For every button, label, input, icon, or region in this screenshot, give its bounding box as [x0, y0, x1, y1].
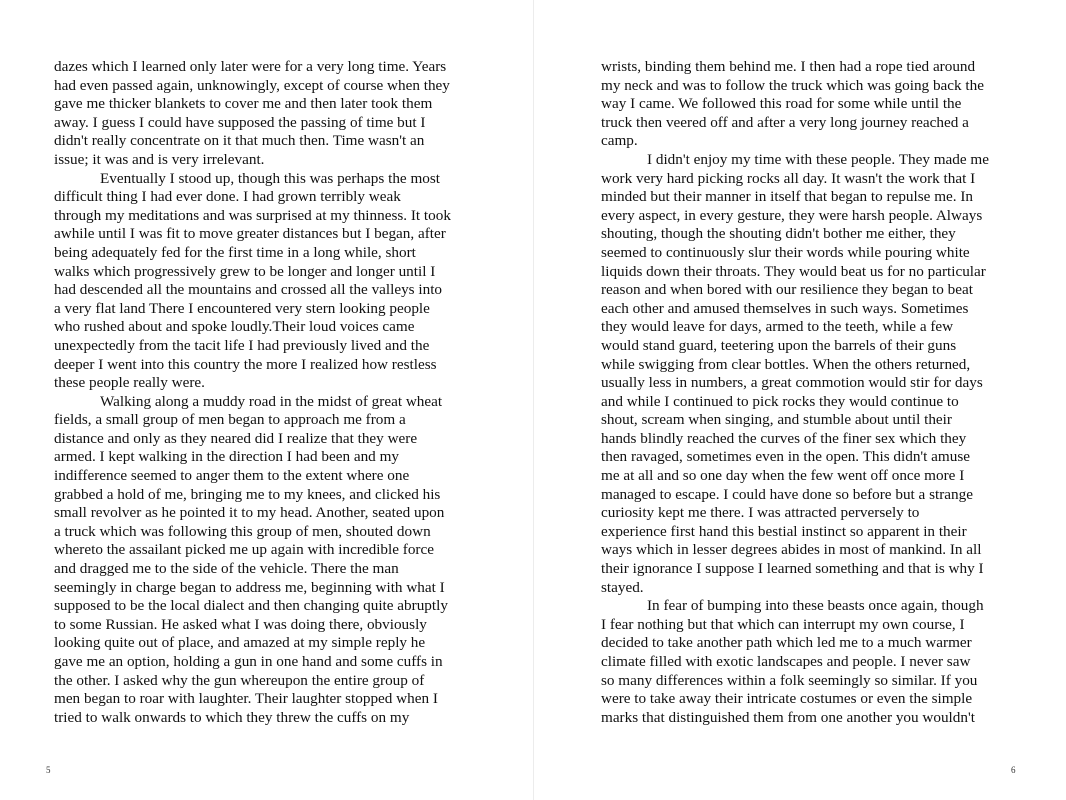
right-page [534, 0, 1066, 800]
text-line: had even passed again, unknowingly, except of course when they [54, 76, 450, 94]
text-line: who rushed about and spoke loudly.Their loud voices came [54, 318, 415, 336]
text-line: I fear nothing but that which can interrupt my own course, I [601, 615, 965, 633]
text-line: gave me thicker blankets to cover me and then later took them [54, 95, 433, 113]
text-line: away. I guess I could have supposed the passing of time but I [54, 113, 426, 131]
text-line: experience first hand this bestial instinct so apparent in their [601, 522, 967, 540]
text-line: being adequately fed for the first time in a long while, short [54, 243, 416, 261]
text-line: were to take away their intricate costumes or even the simple [601, 690, 973, 708]
text-line: marks that distinguished them from one another you wouldn't [601, 708, 975, 726]
right-page-number: 6 [1011, 765, 1016, 775]
text-line: difficult thing I had ever done. I had grown terribly weak [54, 188, 401, 206]
text-line: they would leave for days, armed to the teeth, while a few [601, 318, 954, 336]
text-line: climate filled with exotic landscapes and people. I never saw [601, 653, 971, 670]
left-page-number: 5 [46, 765, 51, 775]
text-line: reason and when bored with our resilience they began to beat [601, 281, 973, 299]
text-line: truck then veered off and after a very long journey reached a [601, 113, 969, 131]
text-line: whereto the assailant picked me up again with incredible force [54, 541, 434, 559]
text-line: shout, scream when singing, and stumble about until their [601, 411, 952, 429]
text-line: Eventually I stood up, though this was perhaps the most [100, 169, 440, 187]
text-line: camp. [601, 132, 638, 150]
text-line: awhile until I was fit to move greater distances but I began, after [54, 225, 446, 243]
text-line: In fear of bumping into these beasts once again, though [647, 597, 984, 615]
text-line: tried to walk onwards to which they threw the cuffs on my [54, 708, 410, 726]
text-line: and while I continued to pick rocks they would continue to [601, 392, 959, 410]
text-line: walks which progressively grew to be longer and longer until I [54, 262, 436, 280]
text-line: didn't really concentrate on it that much then. Time wasn't an [54, 132, 425, 150]
text-line: managed to escape. I could have done so before but a strange [601, 485, 973, 503]
text-line: decided to take another path which led me to a much warmer [601, 634, 972, 652]
text-line: the other. I asked why the gun whereupon the entire group of [54, 671, 425, 689]
text-line: men began to roar with laughter. Their laughter stopped when I [54, 690, 438, 708]
text-line: hands blindly reached the curves of the finer sex which they [601, 429, 967, 447]
text-line: minded but their manner in itself that began to repulse me. In [601, 188, 973, 206]
text-line: Walking along a muddy road in the midst of great wheat [100, 392, 443, 410]
text-line: deeper I went into this country the more I realized how restless [54, 355, 437, 373]
left-page-text [54, 58, 478, 727]
text-line: work very hard picking rocks all day. It wasn't the work that I [601, 169, 976, 187]
text-line: gave me an option, holding a gun in one hand and some cuffs in [54, 653, 443, 670]
text-line: my neck and was to follow the truck which was going back the [601, 76, 984, 94]
text-line: shouting, though the shouting didn't bother me either, they [601, 225, 956, 243]
text-line: ways which in lesser degrees abides in most of mankind. In all [601, 541, 982, 559]
text-line: a truck which was following this group of men, shouted down [54, 522, 431, 540]
text-line: would stand guard, teetering upon the barrels of their guns [601, 336, 957, 354]
text-line: then ravaged, sometimes even in the open. This didn't amuse [601, 448, 970, 466]
text-line: fields, a small group of men began to approach me from a [54, 411, 406, 429]
text-line: way I came. We followed this road for some while until the [601, 95, 962, 113]
text-line: dazes which I learned only later were for a very long time. Years [54, 58, 447, 75]
text-line: unexpectedly from the tacit life I had previously lived and the [54, 336, 430, 354]
text-line: a very flat land There I encountered very stern looking people [54, 299, 430, 317]
text-line: small revolver as he pointed it to my head. Another, seated upon [54, 504, 445, 522]
text-line: liquids down their throats. They would beat us for no particular [601, 262, 986, 280]
text-line: had descended all the mountains and crossed all the valleys into [54, 281, 443, 299]
text-line: every aspect, in every gesture, they were harsh people. Always [601, 206, 983, 224]
text-line: through my meditations and was surprised at my thinness. It took [54, 206, 451, 224]
text-line: stayed. [601, 578, 644, 596]
right-page-text [601, 58, 1013, 727]
text-line: looking quite out of place, and amazed at my simple reply he [54, 634, 426, 652]
text-line: curiosity kept me there. I was attracted perversely to [601, 504, 920, 522]
text-line: grabbed a hold of me, bringing me to my knees, and clicked his [54, 485, 441, 503]
text-line: these people really were. [54, 374, 205, 392]
text-line: supposed to be the local dialect and then changing quite abruptly [54, 597, 448, 615]
text-line: wrists, binding them behind me. I then had a rope tied around [601, 58, 976, 75]
text-line: usually less in numbers, a great commotion would stir for days [601, 374, 983, 392]
text-line: while swigging from clear bottles. When the others returned, [601, 355, 971, 373]
text-line: seemed to continuously slur their words while pouring white [601, 243, 970, 261]
text-line: issue; it was and is very irrelevant. [54, 150, 265, 168]
text-line: to some Russian. He asked what I was doing there, obviously [54, 615, 427, 633]
text-line: and dragged me to the side of the vehicle. There the man [54, 560, 399, 578]
text-line: their ignorance I suppose I learned something and that is why I [601, 560, 984, 578]
text-line: distance and only as they neared did I realize that they were [54, 429, 418, 447]
text-line: armed. I kept walking in the direction I had been and my [54, 448, 399, 466]
text-line: so many differences within a folk seemingly so similar. If you [601, 671, 978, 689]
text-line: seemingly in charge began to address me, beginning with what I [54, 578, 445, 596]
text-line: I didn't enjoy my time with these people. They made me [647, 150, 989, 168]
text-line: me at all and so one day when the few went off once more I [601, 467, 965, 485]
text-line: indifference seemed to anger them to the extent where one [54, 467, 410, 485]
text-line: each other and amused themselves in such ways. Sometimes [601, 299, 969, 317]
